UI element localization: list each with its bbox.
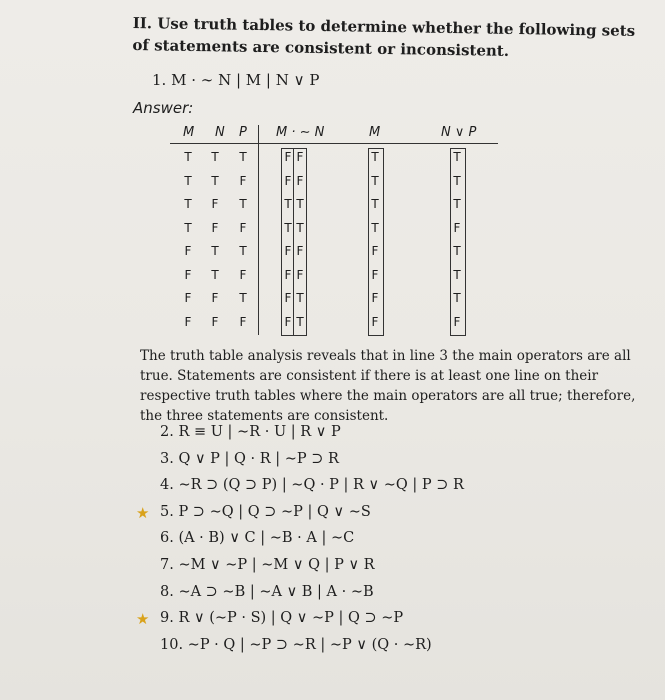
row-2-c2-value: T xyxy=(371,173,379,188)
row-1-c2-value: T xyxy=(371,150,379,164)
row-2-M-value: T xyxy=(184,173,192,188)
row-5-M-value: F xyxy=(184,244,192,258)
row-8-c2-value: F xyxy=(371,314,379,329)
row-5-P-value: T xyxy=(239,244,247,258)
row-7-c2-value: F xyxy=(371,291,379,305)
row-8-c3-value: F xyxy=(453,314,461,329)
row-7-M-value: F xyxy=(184,291,192,305)
row-2-c1b-value: F xyxy=(296,173,304,188)
row-3-c2-value: T xyxy=(371,197,379,211)
table-header-rule xyxy=(170,143,498,144)
exercise-5: 5. P ⊃ ∼Q | Q ⊃ ∼P | Q ∨ ∼S xyxy=(160,503,371,520)
row-6-c1b-value: F xyxy=(296,267,304,282)
star-icon: ★ xyxy=(136,610,150,629)
row-2-c3-value: T xyxy=(453,173,461,188)
row-4-P-value: F xyxy=(239,220,247,235)
header-col1: M · ∼ N xyxy=(276,125,325,140)
row-4-c3-value: F xyxy=(453,220,461,235)
row-7-c1b-value: T xyxy=(296,291,304,305)
exercise-4: 4. ∼R ⊃ (Q ⊃ P) | ∼Q · P | R ∨ ∼Q | P ⊃ R xyxy=(160,477,464,494)
row-6-c3-value: T xyxy=(453,267,461,282)
row-5-c2-value: F xyxy=(371,244,379,258)
row-1-c1a-value: F xyxy=(284,150,292,164)
row-6-c2-value: F xyxy=(371,267,379,282)
header-M: M xyxy=(183,125,195,140)
row-5-N-value: T xyxy=(211,244,219,258)
row-4-c1a-value: T xyxy=(284,220,292,235)
row-1-N-value: T xyxy=(211,150,219,164)
table-divider xyxy=(258,125,259,335)
row-5-c1a-value: F xyxy=(284,244,292,258)
row-5-c3-value: T xyxy=(453,244,461,258)
row-1-c3-value: T xyxy=(453,150,461,164)
header-col3: N ∨ P xyxy=(441,125,477,140)
exercise-7: 7. ∼M ∨ ∼P | ∼M ∨ Q | P ∨ R xyxy=(160,557,375,573)
exercise-9: 9. R ∨ (∼P · S) | Q ∨ ∼P | Q ⊃ ∼P xyxy=(160,610,404,627)
row-2-c1a-value: F xyxy=(284,173,292,188)
conclusion-paragraph: The truth table analysis reveals that in line 3 the main operators are all true. Statements are consistent if there is at least one line on their respective truth tables where the main operators are all true; therefore, the three statements are consistent. xyxy=(140,348,636,424)
row-1-P-value: T xyxy=(239,150,247,164)
row-3-M-value: T xyxy=(184,197,192,211)
row-6-P-value: F xyxy=(239,267,247,282)
row-1-c1b-value: F xyxy=(296,150,304,164)
row-5-c1b-value: F xyxy=(296,244,304,258)
header-P: P xyxy=(239,125,247,140)
row-8-c1a-value: F xyxy=(284,314,292,329)
row-1-M-value: T xyxy=(184,150,192,164)
row-6-N-value: T xyxy=(211,267,219,282)
row-8-P-value: F xyxy=(239,314,247,329)
row-3-c3-value: T xyxy=(453,197,461,211)
row-3-P-value: T xyxy=(239,197,247,211)
header-col2: M xyxy=(369,125,381,140)
exercise-10: 10. ∼P · Q | ∼P ⊃ ∼R | ∼P ∨ (Q · ∼R) xyxy=(160,636,432,653)
row-4-c1b-value: T xyxy=(296,220,304,235)
row-6-M-value: F xyxy=(184,267,192,282)
row-7-P-value: T xyxy=(239,291,247,305)
row-2-N-value: T xyxy=(211,173,219,188)
row-7-c1a-value: F xyxy=(284,291,292,305)
row-8-M-value: F xyxy=(184,314,192,329)
row-8-c1b-value: T xyxy=(296,314,304,329)
problem-1: 1. M · ∼ N | M | N ∨ P xyxy=(152,71,320,89)
exercise-3: 3. Q ∨ P | Q · R | ∼P ⊃ R xyxy=(160,450,339,467)
row-3-c1b-value: T xyxy=(296,197,304,211)
exercise-2: 2. R ≡ U | ∼R · U | R ∨ P xyxy=(160,424,341,440)
row-2-P-value: F xyxy=(239,173,247,188)
row-3-c1a-value: T xyxy=(284,197,292,211)
star-icon: ★ xyxy=(136,503,150,522)
header-N: N xyxy=(215,125,225,140)
row-7-N-value: F xyxy=(211,291,219,305)
exercise-8: 8. ∼A ⊃ ∼B | ∼A ∨ B | A · ∼B xyxy=(160,583,374,600)
row-7-c3-value: T xyxy=(453,291,461,305)
row-4-c2-value: T xyxy=(371,220,379,235)
row-4-N-value: F xyxy=(211,220,219,235)
row-4-M-value: T xyxy=(184,220,192,235)
row-3-N-value: F xyxy=(211,197,219,211)
answer-label: Answer: xyxy=(133,99,194,117)
row-8-N-value: F xyxy=(211,314,219,329)
section-heading: II. Use truth tables to determine whether the following sets of statements are consistent or inconsistent. xyxy=(132,13,636,60)
exercise-6: 6. (A · B) ∨ C | ∼B · A | ∼C xyxy=(160,530,355,547)
row-6-c1a-value: F xyxy=(284,267,292,282)
